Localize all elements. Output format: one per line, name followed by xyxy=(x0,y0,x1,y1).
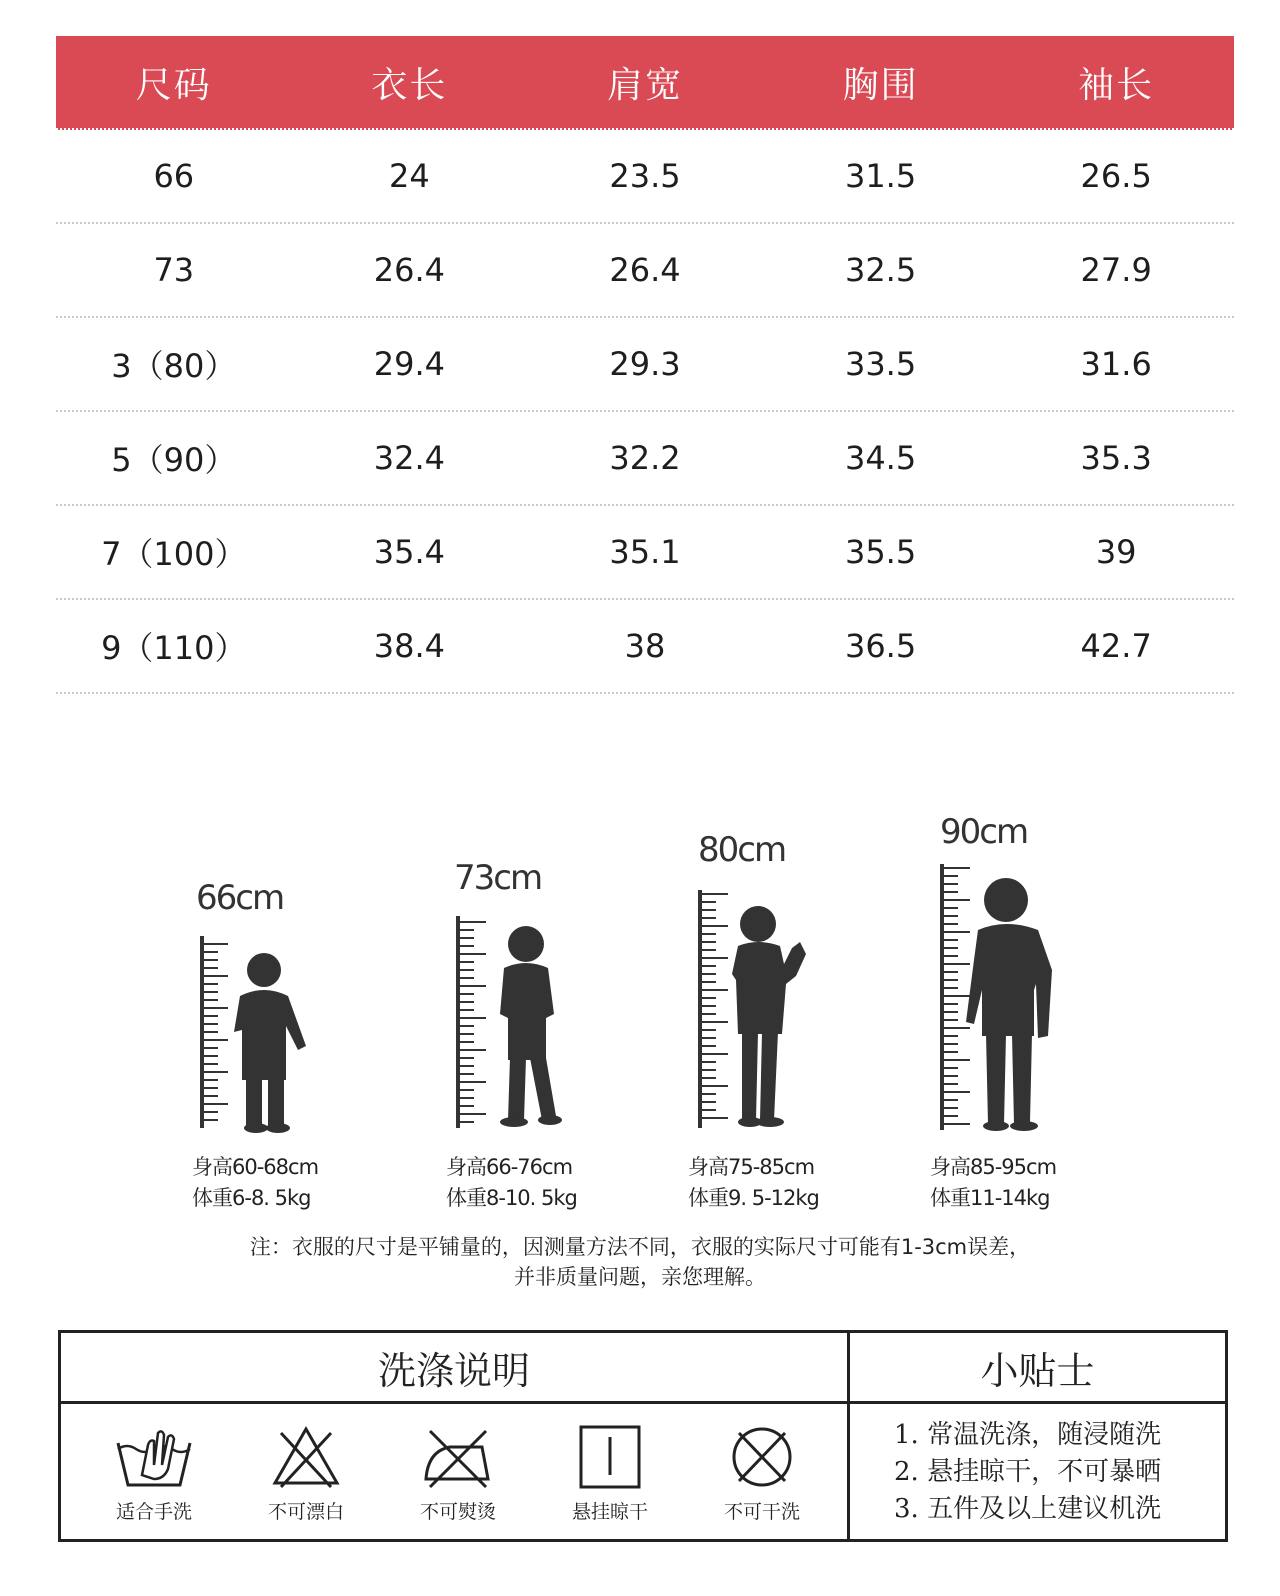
weight-range: 体重8-10. 5kg xyxy=(446,1186,577,1210)
height-range: 身高60-68cm xyxy=(192,1155,319,1179)
cell-sleeve: 26.5 xyxy=(1080,157,1152,195)
header-sleeve: 袖长 xyxy=(1078,64,1155,106)
cell-shoulder: 38 xyxy=(624,627,666,665)
height-range: 身高75-85cm xyxy=(688,1155,815,1179)
note-line-1: 注：衣服的尺寸是平铺量的，因测量方法不同，衣服的实际尺寸可能有1-3cm误差， xyxy=(249,1235,1031,1259)
cell-size: 3（80） xyxy=(111,347,237,385)
header-length: 衣长 xyxy=(371,64,448,106)
cell-shoulder: 35.1 xyxy=(609,533,681,571)
size-table-header xyxy=(56,36,1234,130)
wash-label: 不可漂白 xyxy=(267,1501,344,1523)
wash-instructions xyxy=(61,1333,850,1539)
height-range: 身高66-76cm xyxy=(446,1155,573,1179)
no-iron-icon xyxy=(420,1425,496,1489)
header-chest: 胸围 xyxy=(842,64,919,106)
wash-title: 洗涤说明 xyxy=(61,1333,847,1404)
cell-chest: 31.5 xyxy=(844,157,917,195)
figure-info xyxy=(930,1152,1056,1214)
cell-length: 32.4 xyxy=(373,439,446,477)
wash-label: 悬挂晾干 xyxy=(571,1501,648,1523)
cell-length: 38.4 xyxy=(373,627,446,665)
cell-chest: 36.5 xyxy=(844,627,917,665)
cell-chest: 34.5 xyxy=(844,439,917,477)
cell-length: 26.4 xyxy=(373,251,446,289)
hang-dry-icon xyxy=(575,1425,645,1489)
wash-icons xyxy=(61,1407,847,1539)
care-box xyxy=(58,1330,1228,1542)
figure-height-label: 90cm xyxy=(940,812,1028,852)
cell-chest: 33.5 xyxy=(844,345,917,383)
cell-shoulder: 23.5 xyxy=(609,157,681,195)
tips-title: 小贴士 xyxy=(850,1333,1225,1404)
cell-shoulder: 29.3 xyxy=(609,345,681,383)
cell-size: 66 xyxy=(153,157,195,195)
wash-label: 不可熨烫 xyxy=(419,1501,496,1523)
wash-item xyxy=(79,1407,229,1539)
tips-list xyxy=(850,1407,1225,1539)
wash-label: 适合手洗 xyxy=(115,1501,192,1523)
measurement-note xyxy=(0,1232,1280,1292)
cell-size: 5（90） xyxy=(111,441,237,479)
wash-item xyxy=(231,1407,381,1539)
weight-range: 体重11-14kg xyxy=(930,1186,1050,1210)
cell-sleeve: 35.3 xyxy=(1080,439,1152,477)
note-line-2: 并非质量问题，亲您理解。 xyxy=(514,1265,766,1289)
tip-item: 2. 悬挂晾干，不可暴晒 xyxy=(894,1457,1162,1487)
figure-height-label: 80cm xyxy=(698,830,786,870)
size-table xyxy=(56,36,1234,694)
cell-sleeve: 42.7 xyxy=(1080,627,1152,665)
figure-info xyxy=(446,1152,577,1214)
table-row xyxy=(56,412,1234,506)
cell-length: 24 xyxy=(389,157,430,195)
cell-chest: 32.5 xyxy=(844,251,917,289)
cell-chest: 35.5 xyxy=(844,533,917,571)
cell-sleeve: 39 xyxy=(1095,533,1137,571)
header-shoulder: 肩宽 xyxy=(606,64,683,106)
cell-size: 7（100） xyxy=(101,535,247,573)
table-row xyxy=(56,224,1234,318)
table-row xyxy=(56,600,1234,694)
height-range: 身高85-95cm xyxy=(930,1155,1057,1179)
cell-length: 29.4 xyxy=(373,345,446,383)
cell-length: 35.4 xyxy=(373,533,446,571)
table-row xyxy=(56,318,1234,412)
child-silhouette-icon xyxy=(446,910,576,1134)
table-row xyxy=(56,130,1234,224)
figure-height-label: 66cm xyxy=(196,878,284,918)
child-silhouette-icon xyxy=(688,884,828,1134)
wash-item xyxy=(535,1407,685,1539)
figure-info xyxy=(688,1152,819,1214)
tip-item: 1. 常温洗涤，随浸随洗 xyxy=(894,1420,1162,1450)
cell-size: 73 xyxy=(153,251,195,289)
child-silhouette-icon xyxy=(190,930,320,1134)
figure-height-label: 73cm xyxy=(454,858,542,898)
tip-item: 3. 五件及以上建议机洗 xyxy=(894,1494,1162,1524)
table-row xyxy=(56,506,1234,600)
weight-range: 体重9. 5-12kg xyxy=(688,1186,819,1210)
hand-wash-icon xyxy=(114,1425,194,1489)
cell-size: 9（110） xyxy=(101,629,247,667)
cell-shoulder: 26.4 xyxy=(609,251,681,289)
tips-panel xyxy=(850,1333,1225,1539)
figure-info xyxy=(192,1152,318,1214)
wash-item xyxy=(383,1407,533,1539)
child-silhouette-icon xyxy=(930,860,1080,1136)
cell-sleeve: 31.6 xyxy=(1080,345,1152,383)
wash-item xyxy=(687,1407,837,1539)
cell-shoulder: 32.2 xyxy=(609,439,681,477)
no-bleach-icon xyxy=(271,1425,341,1489)
wash-label: 不可干洗 xyxy=(723,1501,800,1523)
cell-sleeve: 27.9 xyxy=(1080,251,1152,289)
header-size: 尺码 xyxy=(135,64,212,106)
height-figures xyxy=(0,800,1280,1260)
weight-range: 体重6-8. 5kg xyxy=(192,1186,311,1210)
no-dry-clean-icon xyxy=(727,1425,797,1489)
